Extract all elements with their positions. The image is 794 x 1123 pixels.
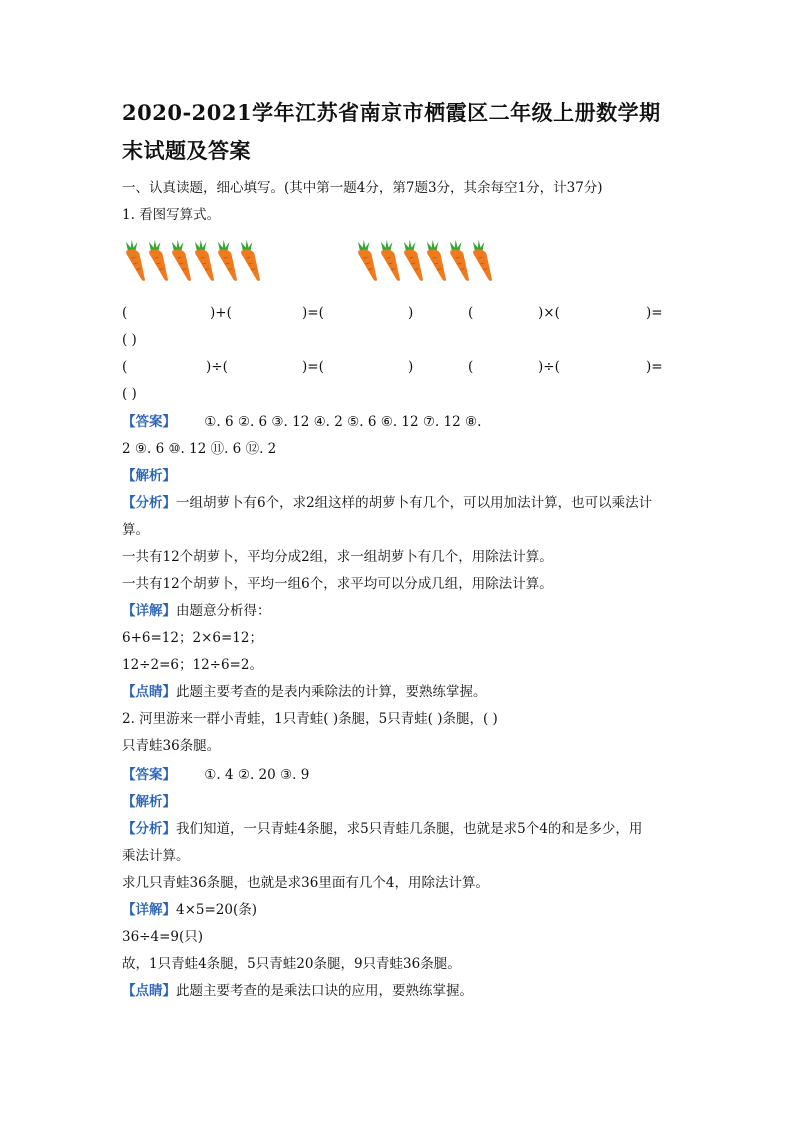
carrot-icon (239, 238, 262, 284)
q1-answer-line-1 (122, 412, 481, 432)
q1-xiangjie (122, 601, 271, 621)
question-1-stem: 1. 看图写算式。 (122, 207, 221, 223)
q1-analysis-tag: 【解析】 (122, 468, 176, 484)
equals-sign: )=( (302, 359, 324, 375)
paren-open: ( (122, 359, 128, 375)
answer-values: ①. 6 ②. 6 ③. 12 ④. 2 ⑤. 6 ⑥. 12 ⑦. 12 ⑧. (204, 414, 482, 430)
q1-fenxi-3: 一共有12个胡萝卜，平均分成2组，求一组胡萝卜有几个，用除法计算。 (122, 549, 553, 565)
q2-analysis-tag: 【解析】 (122, 794, 176, 810)
fenxi-tag: 【分析】 (122, 821, 176, 837)
equals-sign-2: )= (646, 305, 663, 321)
document-title: 2020-2021学年江苏省南京市栖霞区二年级上册数学期末试题及答案 (122, 100, 661, 163)
dianjing-text: 此题主要考查的是乘法口诀的应用，要熟练掌握。 (176, 983, 473, 999)
equation-row-1-cont: ( ) (122, 332, 137, 348)
carrot-icon (170, 238, 193, 284)
times-sign: )×( (538, 305, 560, 321)
carrot-icon (448, 238, 471, 284)
q2-xiangjie (122, 900, 257, 920)
paren-close: ) (408, 305, 414, 321)
paren-close: ) (408, 359, 414, 375)
carrot-group-left (124, 238, 262, 284)
carrot-icon (147, 238, 170, 284)
fenxi-tag: 【分析】 (122, 495, 176, 511)
equals-sign: )=( (302, 305, 324, 321)
fenxi-text: 我们知道，一只青蛙4条腿，求5只青蛙几条腿，也就是求5个4的和是多少，用 (176, 821, 643, 837)
q2-fenxi-2: 乘法计算。 (122, 848, 190, 864)
q2-answer (122, 765, 309, 785)
question-2-stem-1: 2. 河里游来一群小青蛙，1只青蛙( )条腿，5只青蛙( )条腿，( ) (122, 711, 498, 727)
dianjing-tag: 【点睛】 (122, 983, 176, 999)
xiangjie-text: 4×5=20(条) (176, 902, 258, 918)
q1-dianjing (122, 682, 487, 702)
plus-sign: )+( (210, 305, 232, 321)
paren-open: ( (122, 305, 128, 321)
xiangjie-tag: 【详解】 (122, 603, 176, 619)
carrot-icon (471, 238, 494, 284)
dianjing-tag: 【点睛】 (122, 684, 176, 700)
paren-open-2: ( (468, 359, 474, 375)
xiangjie-tag: 【详解】 (122, 902, 176, 918)
carrot-icon (425, 238, 448, 284)
q2-calc-1: 36÷4=9(只) (122, 929, 204, 945)
q2-fenxi-3: 求几只青蛙36条腿，也就是求36里面有几个4，用除法计算。 (122, 875, 489, 891)
carrot-icon (193, 238, 216, 284)
divide-sign-2: )÷( (538, 359, 560, 375)
carrot-icon (124, 238, 147, 284)
q2-calc-2: 故，1只青蛙4条腿，5只青蛙20条腿，9只青蛙36条腿。 (122, 956, 461, 972)
equals-sign-2: )= (646, 359, 663, 375)
equation-row-2-cont: ( ) (122, 386, 137, 402)
q1-answer-line-2: 2 ⑨. 6 ⑩. 12 ⑪. 6 ⑫. 2 (122, 441, 277, 457)
q2-fenxi-1 (122, 819, 642, 839)
q1-fenxi-2: 算。 (122, 522, 149, 538)
answer-tag: 【答案】 (122, 414, 176, 430)
q1-calc-2: 12÷2=6；12÷6=2。 (122, 657, 263, 673)
xiangjie-text: 由题意分析得： (176, 603, 271, 619)
carrot-icon (379, 238, 402, 284)
q1-fenxi-4: 一共有12个胡萝卜，平均一组6个，求平均可以分成几组，用除法计算。 (122, 576, 553, 592)
paren-open-2: ( (468, 305, 474, 321)
divide-sign: )÷( (206, 359, 228, 375)
q1-fenxi-1 (122, 493, 652, 513)
fenxi-text: 一组胡萝卜有6个，求2组这样的胡萝卜有几个，可以用加法计算，也可以乘法计 (176, 495, 653, 511)
carrot-icon (216, 238, 239, 284)
question-2-stem-2: 只青蛙36条腿。 (122, 738, 221, 754)
carrot-group-right (356, 238, 494, 284)
section-heading: 一、认真读题，细心填写。(其中第一题4分，第7题3分，其余每空1分，计37分) (122, 180, 603, 196)
dianjing-text: 此题主要考查的是表内乘除法的计算，要熟练掌握。 (176, 684, 487, 700)
answer-tag: 【答案】 (122, 767, 176, 783)
q2-dianjing (122, 981, 473, 1001)
answer-values: ①. 4 ②. 20 ③. 9 (204, 767, 310, 783)
carrot-icon (356, 238, 379, 284)
carrot-icon (402, 238, 425, 284)
q1-calc-1: 6+6=12；2×6=12； (122, 630, 263, 646)
